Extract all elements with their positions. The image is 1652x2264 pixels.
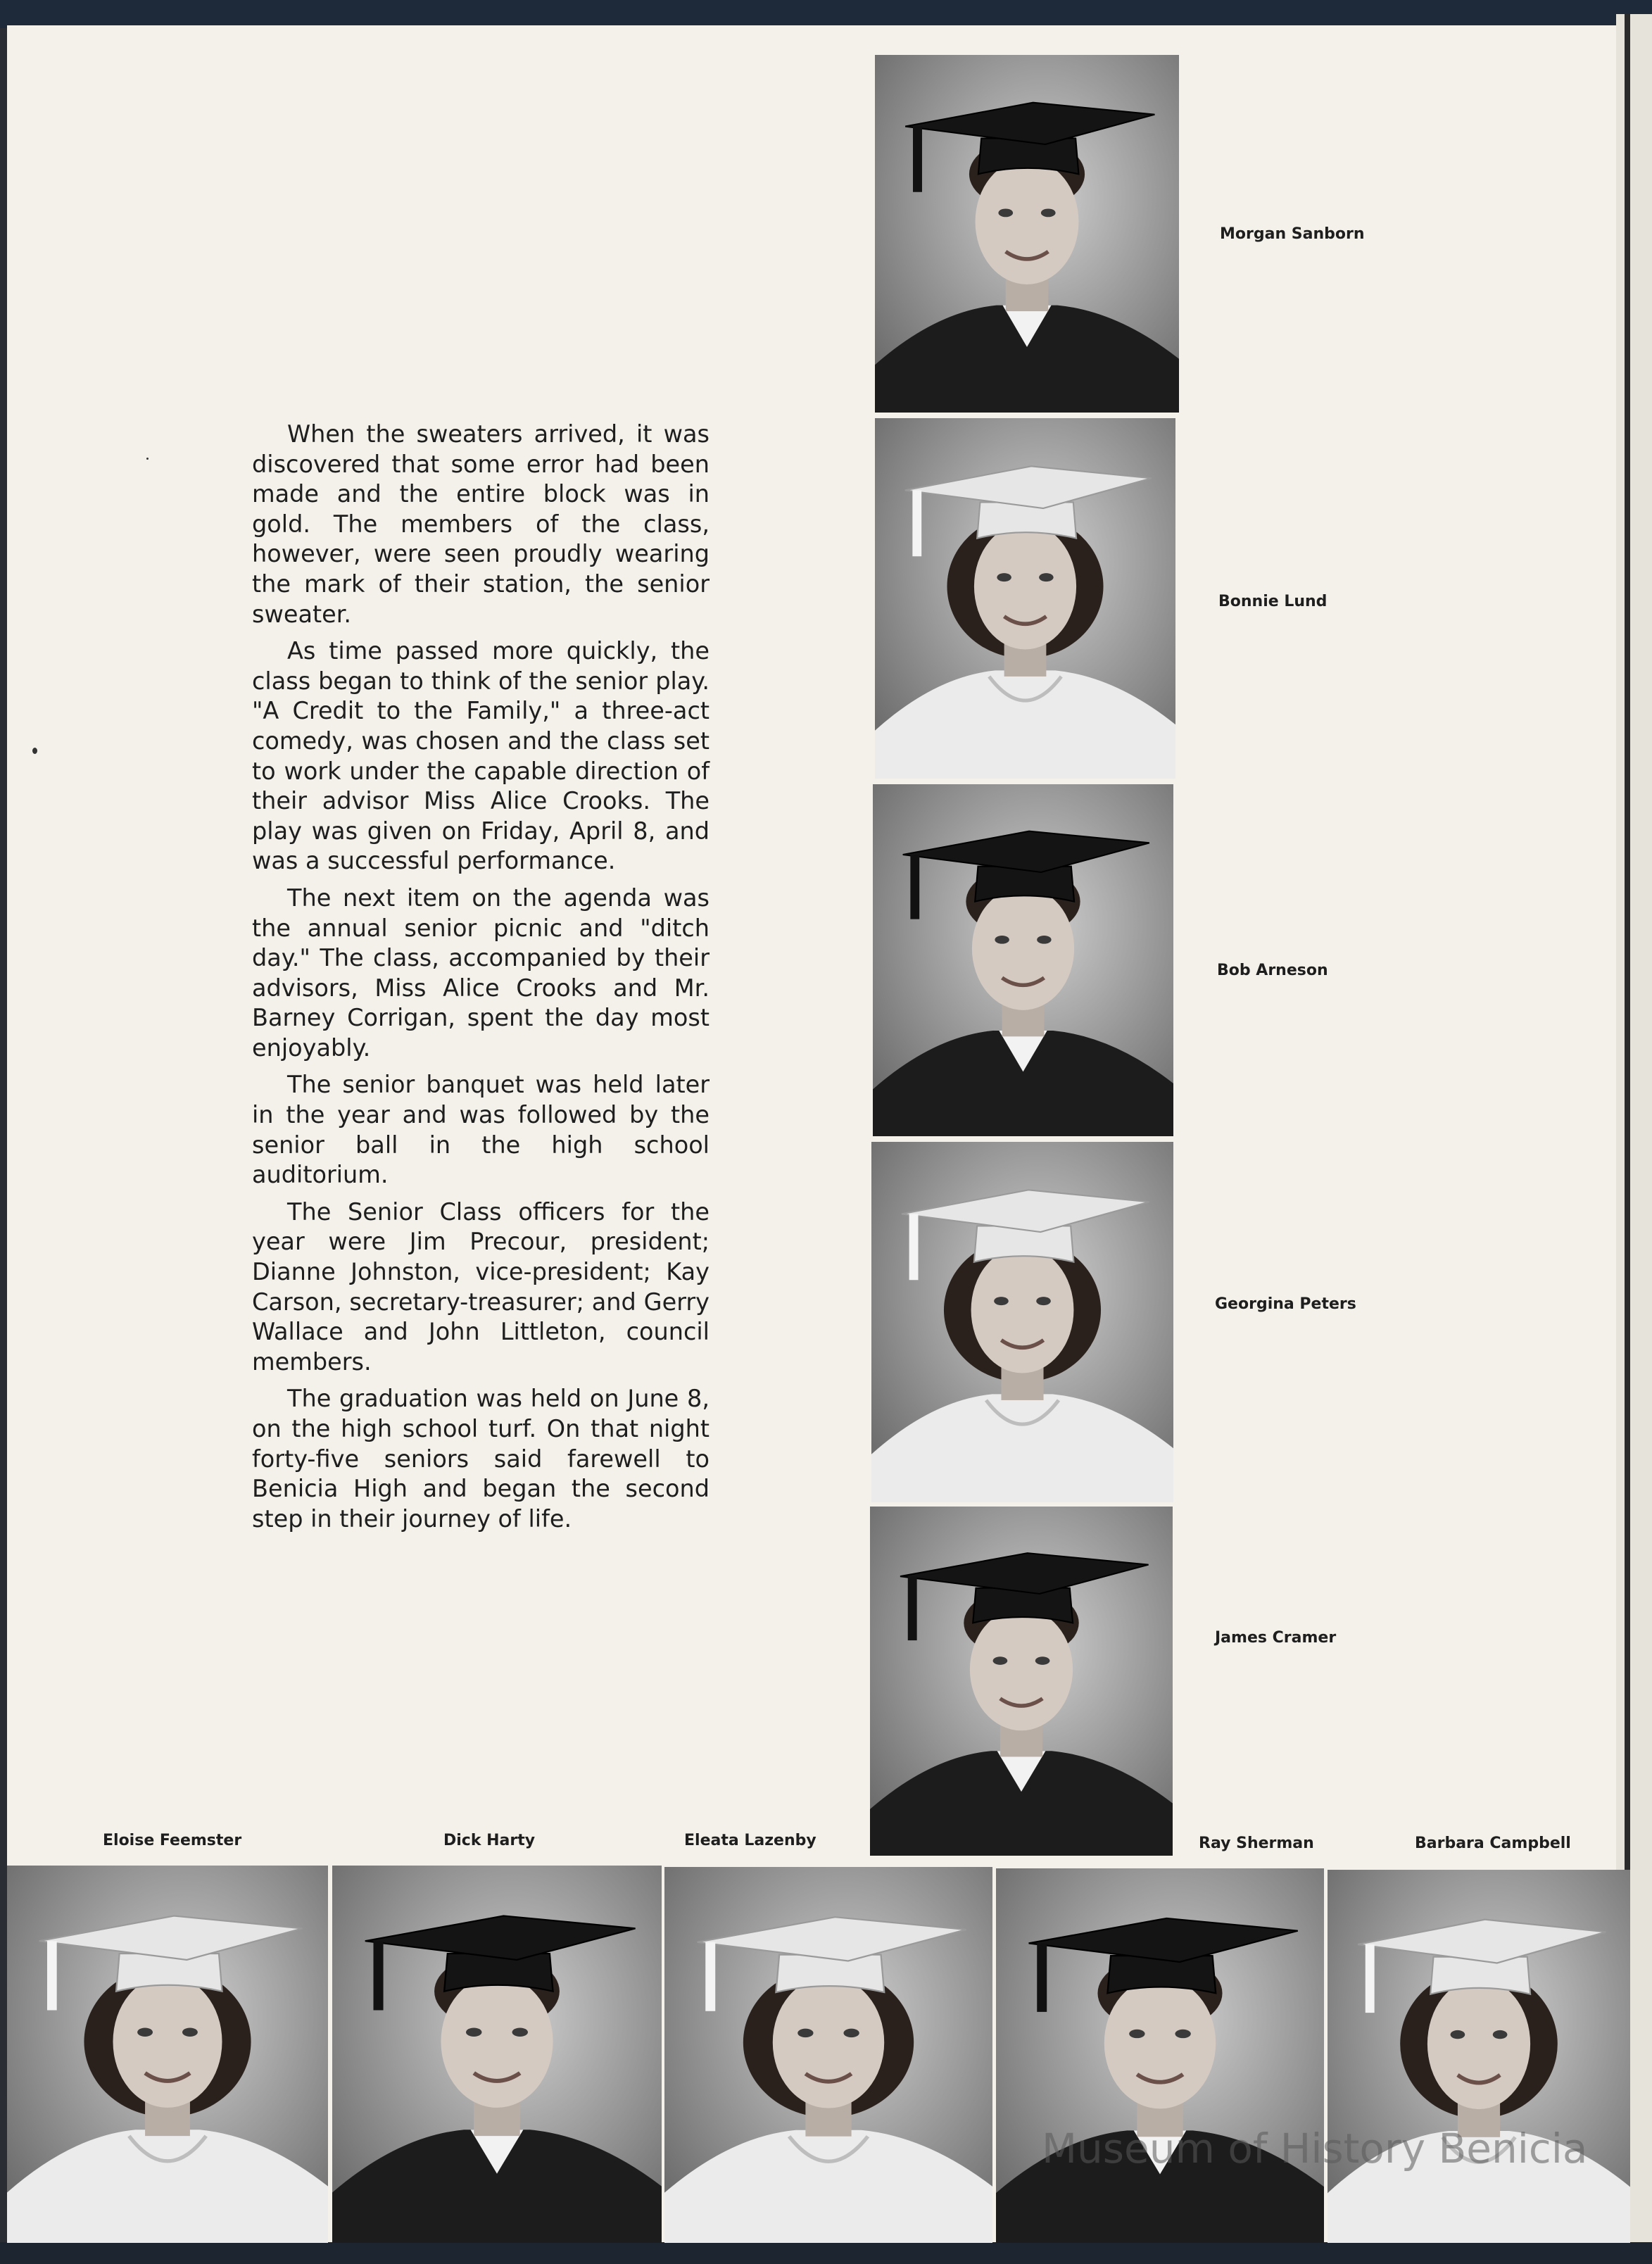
cap-crown — [116, 1954, 222, 1992]
museum-watermark: Museum of History Benicia — [1042, 2125, 1588, 2172]
print-speck — [146, 458, 149, 460]
eye — [843, 2029, 859, 2037]
face — [773, 1977, 884, 2108]
cap-crown — [444, 1954, 553, 1992]
portrait-caption: Dick Harty — [443, 1832, 536, 1849]
portrait-caption: Bonnie Lund — [1218, 593, 1328, 610]
portrait-james-cramer — [870, 1507, 1173, 1856]
eye — [1037, 936, 1051, 944]
cap-crown — [973, 1588, 1073, 1623]
eye — [998, 208, 1013, 217]
paragraph: The graduation was held on June 8, on the high school turf. On that night forty-five seniors said farewell to Benicia High and began the second step in their journey of life. — [252, 1385, 710, 1533]
cap-crown — [977, 502, 1076, 538]
paragraph: The Senior Class officers for the year were Jim Precour, president; Dianne Johnston, vice-president; Kay Carson, secretary-treasurer; and Gerry Wallace and John Littleton, council members. — [252, 1197, 710, 1376]
paragraph: As time passed more quickly, the class began to think of the senior play. "A Credit to the Family," a three-act comedy, was chosen and the class set to work under the capable direction of their advisor Miss Alice Crooks. The play was given on Friday, April 8, and was a successful performance. — [252, 637, 710, 875]
eye — [993, 1656, 1008, 1665]
cap-crown — [974, 1226, 1074, 1262]
eye — [1035, 1656, 1050, 1665]
eye — [512, 2027, 528, 2037]
face — [974, 523, 1076, 649]
portrait-caption: Eloise Feemster — [103, 1832, 242, 1849]
print-speck — [32, 748, 37, 754]
cap-crown — [1430, 1957, 1530, 1994]
eye — [995, 936, 1009, 944]
eye — [1451, 2030, 1465, 2039]
eye — [1129, 2030, 1145, 2038]
paragraph: The next item on the agenda was the annual senior picnic and "ditch day." The class, accompanied by their advisors, Miss Alice Crooks and Mr. Barney Corrigan, spent the day most enjoyably. — [252, 883, 710, 1062]
eye — [466, 2027, 481, 2037]
eye — [994, 1297, 1009, 1305]
eye — [797, 2029, 813, 2037]
portrait-caption: Bob Arneson — [1217, 962, 1328, 979]
cap-crown — [975, 867, 1074, 902]
face — [1427, 1979, 1530, 2110]
face — [972, 887, 1074, 1010]
portrait-bob-arneson — [873, 784, 1173, 1136]
eye — [1039, 573, 1053, 581]
portrait-caption: Georgina Peters — [1215, 1295, 1356, 1313]
eye — [1493, 2030, 1508, 2039]
eye — [997, 573, 1011, 581]
portrait-morgan-sanborn — [875, 55, 1179, 413]
scan-edge-top — [0, 0, 1652, 28]
scan-edge-bottom — [0, 2242, 1652, 2264]
cap-crown — [776, 1955, 884, 1992]
eye — [1041, 208, 1056, 217]
face — [441, 1975, 553, 2108]
portrait-dick-harty — [332, 1866, 662, 2243]
paragraph: The senior banquet was held later in the year and was followed by the senior ball in the high school auditorium. — [252, 1071, 710, 1189]
cap-crown — [1107, 1956, 1216, 1993]
face — [971, 1247, 1074, 1373]
paragraph: When the sweaters arrived, it was discovered that some error had been made and the entire block was in gold. The members of the class, however, were seen proudly wearing the mark of their station, the senior sweater. — [252, 420, 710, 628]
portrait-caption: Barbara Campbell — [1415, 1835, 1571, 1852]
portrait-caption: Ray Sherman — [1199, 1835, 1314, 1852]
eye — [137, 2027, 153, 2037]
portrait-ray-sherman — [996, 1868, 1324, 2243]
eye — [1175, 2030, 1190, 2038]
portrait-barbara-campbell — [1328, 1870, 1630, 2243]
cap-crown — [978, 139, 1079, 175]
face — [976, 159, 1079, 284]
face — [113, 1975, 222, 2108]
portrait-caption: Eleata Lazenby — [684, 1832, 816, 1849]
face — [1104, 1977, 1216, 2108]
portrait-eleata-lazenby — [664, 1867, 992, 2243]
face — [970, 1609, 1073, 1731]
portrait-bonnie-lund — [875, 418, 1175, 779]
portrait-caption: James Cramer — [1215, 1629, 1337, 1647]
portrait-georgina-peters — [871, 1142, 1173, 1502]
eye — [1036, 1297, 1051, 1305]
class-history-text — [252, 420, 710, 1541]
portrait-eloise-feemster — [7, 1866, 328, 2243]
eye — [182, 2027, 198, 2037]
portrait-caption: Morgan Sanborn — [1220, 225, 1365, 243]
